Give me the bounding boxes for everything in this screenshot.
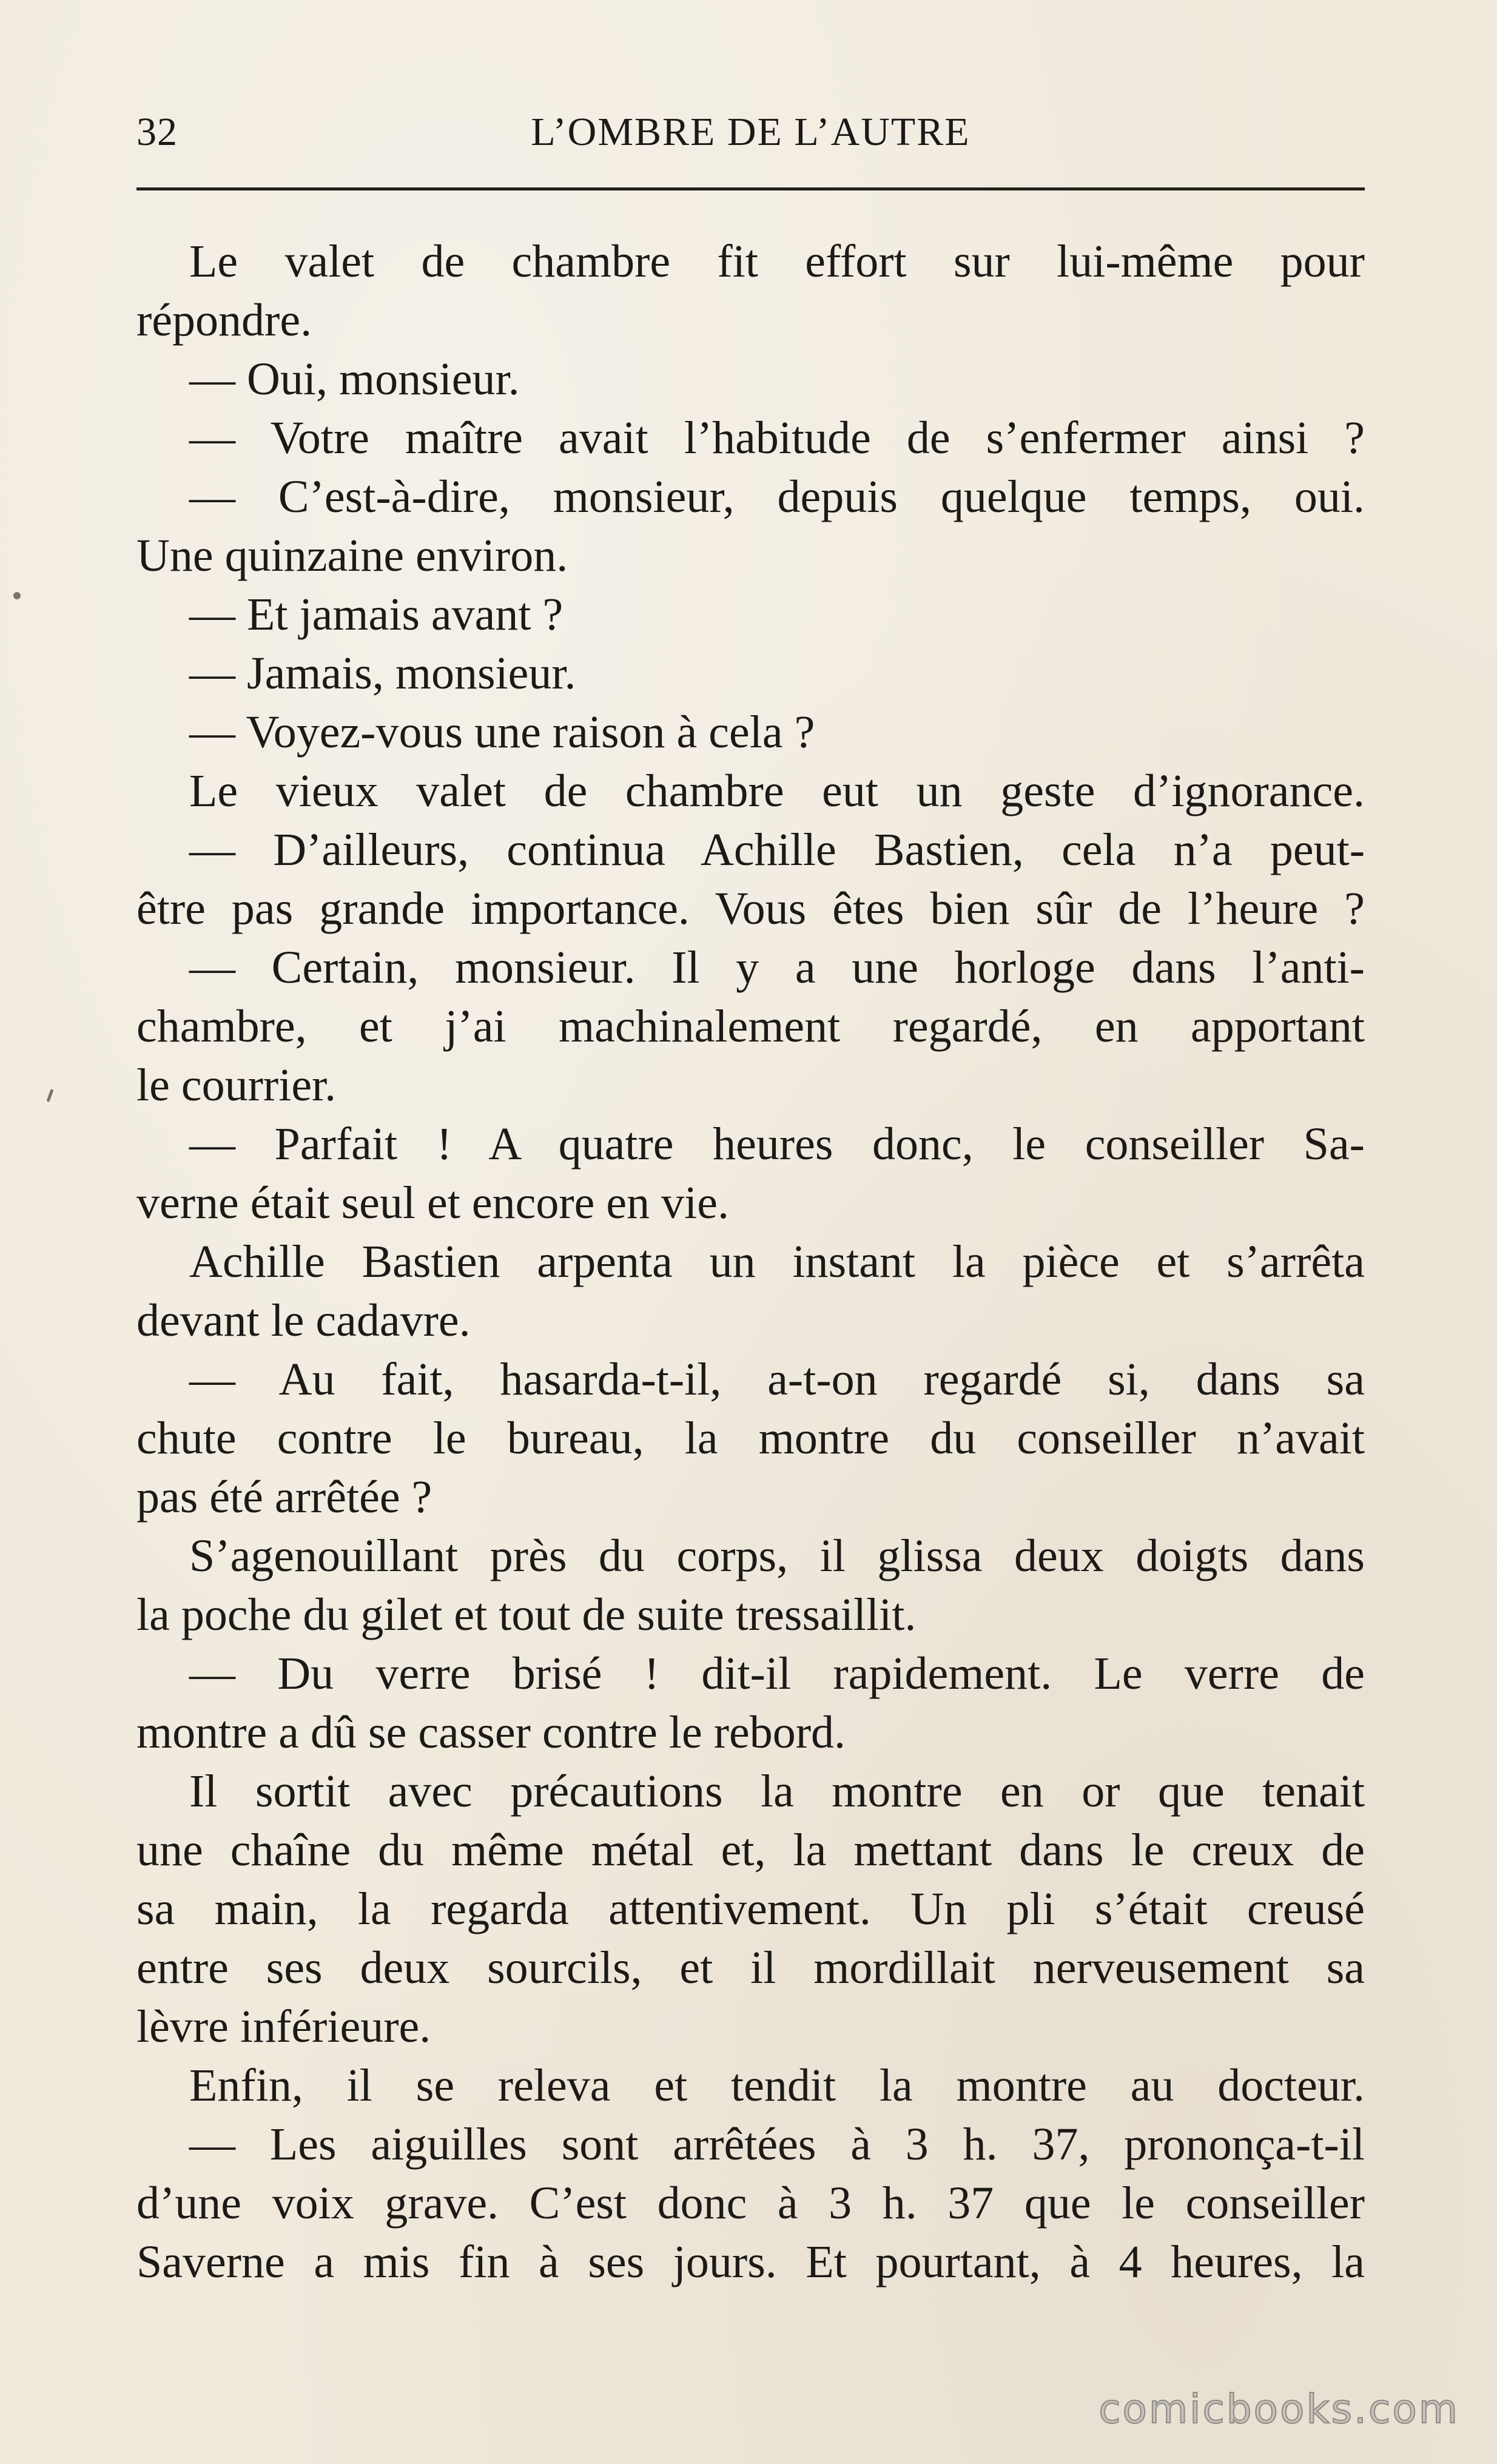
text-line: d’une voix grave. C’est donc à 3 h. 37 que le conseiller (136, 2178, 1365, 2229)
text-line: — Les aiguilles sont arrêtées à 3 h. 37, prononça-t-il (189, 2119, 1365, 2170)
paper-speck (46, 1089, 53, 1102)
running-title: L’OMBRE DE L’AUTRE (531, 110, 971, 154)
text-line: chute contre le bureau, la montre du conseiller n’avait (136, 1413, 1365, 1464)
text-line: être pas grande importance. Vous êtes bien sûr de l’heure ? (136, 883, 1365, 934)
text-line: verne était seul et encore en vie. (136, 1177, 729, 1228)
text-line: montre a dû se casser contre le rebord. (136, 1707, 846, 1758)
body-text (136, 232, 1365, 2292)
text-line: Le valet de chambre fit effort sur lui-même pour (189, 236, 1365, 287)
text-line: Saverne a mis fin à ses jours. Et pourtant, à 4 heures, la (136, 2237, 1365, 2287)
text-line: — D’ailleurs, continua Achille Bastien, cela n’a peut- (189, 824, 1365, 875)
text-line: la poche du gilet et tout de suite tressaillit. (136, 1589, 917, 1640)
text-line: Enfin, il se releva et tendit la montre au docteur. (189, 2060, 1365, 2111)
text-line: chambre, et j’ai machinalement regardé, en apportant (136, 1001, 1365, 1052)
text-line: Le vieux valet de chambre eut un geste d’ignorance. (189, 766, 1365, 816)
text-line: sa main, la regarda attentivement. Un pli s’était creusé (136, 1883, 1365, 1934)
text-line: Il sortit avec précautions la montre en or que tenait (189, 1766, 1365, 1817)
watermark: comicbooks.com (1098, 2386, 1459, 2432)
text-line: — Certain, monsieur. Il y a une horloge dans l’anti- (189, 942, 1365, 993)
text-line: pas été arrêtée ? (136, 1472, 432, 1523)
text-line: — Voyez-vous une raison à cela ? (189, 707, 815, 758)
text-line: une chaîne du même métal et, la mettant dans le creux de (136, 1825, 1365, 1876)
text-line: Achille Bastien arpenta un instant la pièce et s’arrêta (189, 1236, 1365, 1287)
text-line: — Oui, monsieur. (189, 354, 520, 405)
text-line: devant le cadavre. (136, 1295, 471, 1346)
text-line: répondre. (136, 295, 312, 346)
text-line: — Votre maître avait l’habitude de s’enfermer ainsi ? (189, 412, 1365, 463)
text-line: — Et jamais avant ? (189, 589, 563, 640)
text-line: — C’est-à-dire, monsieur, depuis quelque temps, oui. (189, 471, 1365, 522)
page-header (136, 91, 1365, 176)
text-line: — Parfait ! A quatre heures donc, le conseiller Sa- (189, 1119, 1365, 1170)
paper-speck (13, 592, 21, 599)
text-line: — Au fait, hasarda-t-il, a-t-on regardé si, dans sa (189, 1354, 1365, 1405)
text-line: S’agenouillant près du corps, il glissa deux doigts dans (189, 1530, 1365, 1581)
header-rule (136, 187, 1365, 190)
text-line: Une quinzaine environ. (136, 530, 568, 581)
text-line: lèvre inférieure. (136, 2001, 431, 2052)
text-line: le courrier. (136, 1060, 337, 1111)
text-line: — Du verre brisé ! dit-il rapidement. Le verre de (189, 1648, 1365, 1699)
text-line: — Jamais, monsieur. (189, 648, 576, 699)
text-line: entre ses deux sourcils, et il mordillait nerveusement sa (136, 1942, 1365, 1993)
page-number: 32 (136, 110, 178, 154)
